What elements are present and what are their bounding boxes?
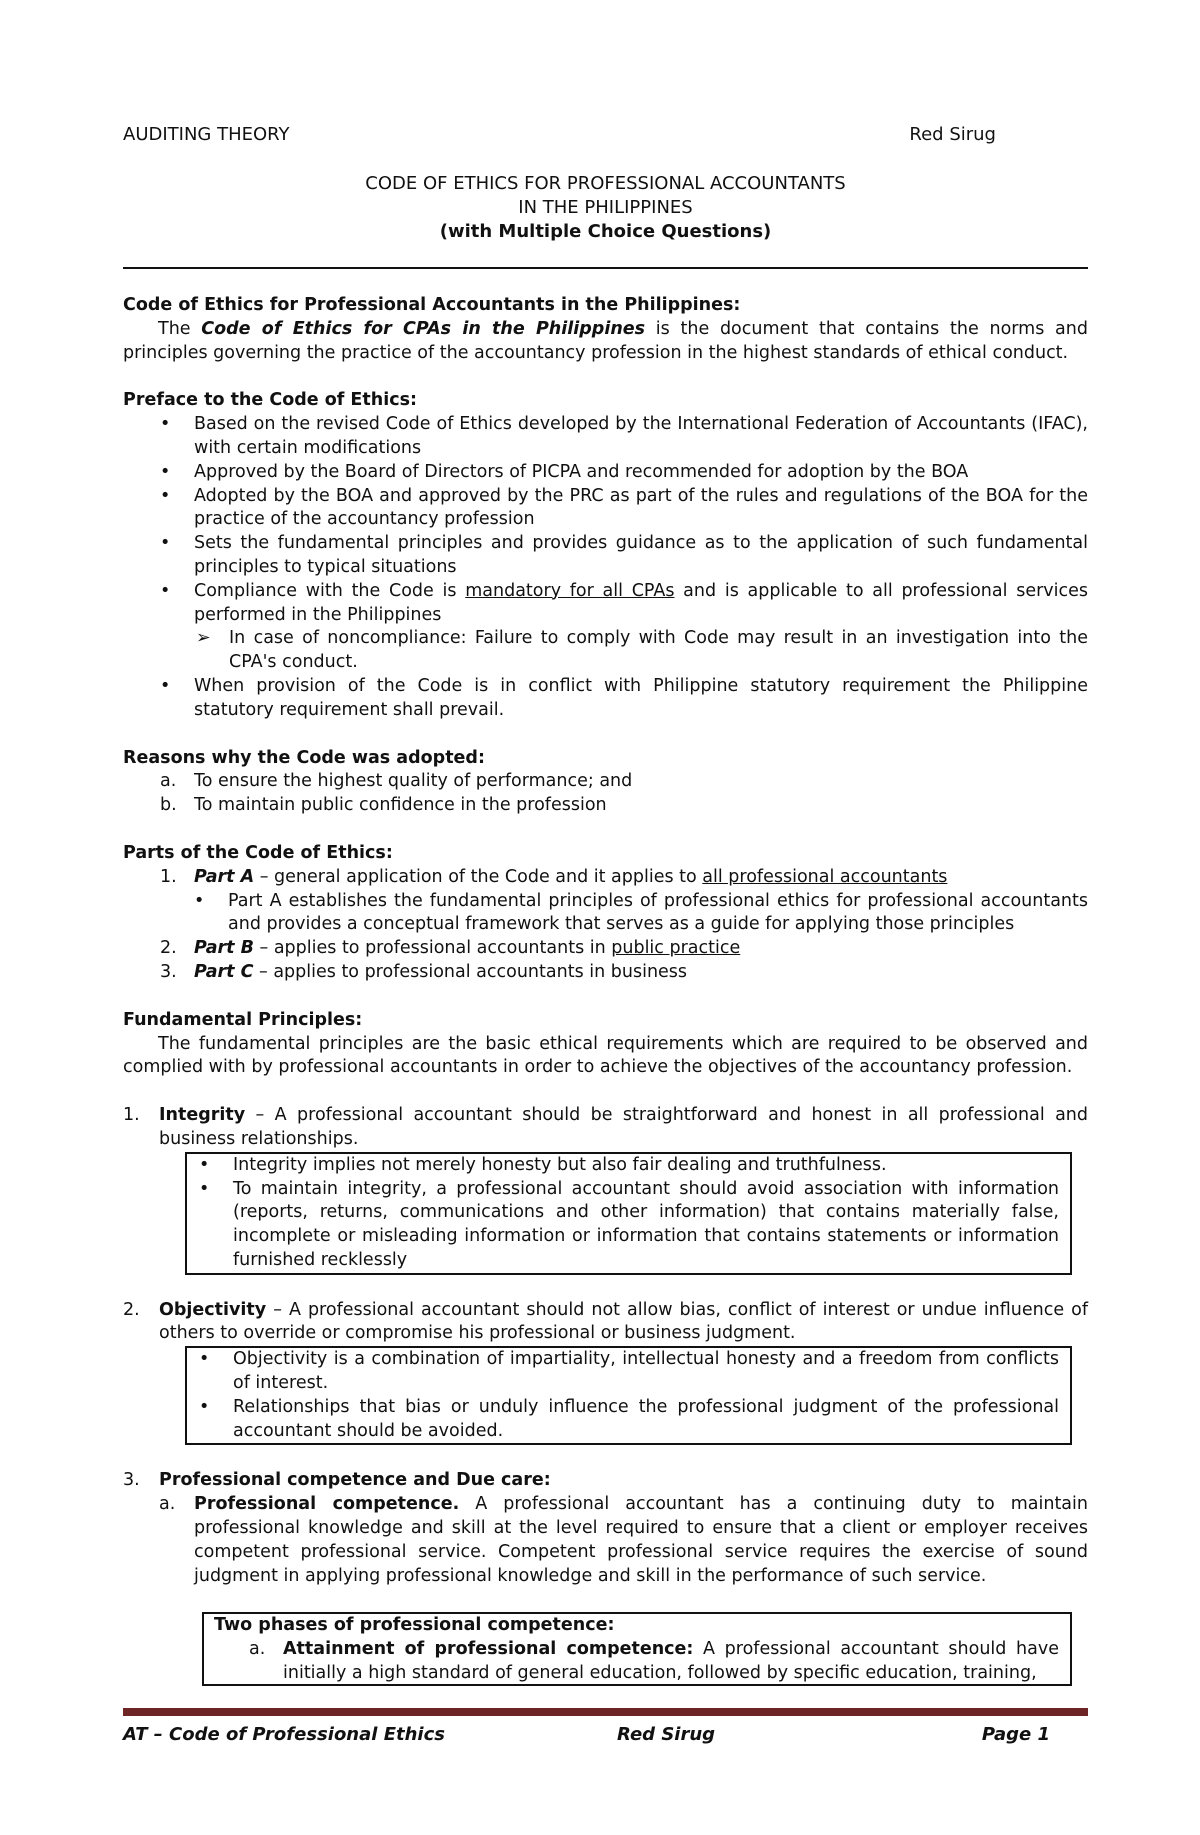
reason-b: To maintain public confidence in the profession xyxy=(194,795,607,816)
list-item: • Relationships that bias or unduly influence the professional judgment of the professional accountant should be avoided. xyxy=(233,1396,1059,1444)
part-a-name: Part A xyxy=(194,866,255,887)
list-item: • Based on the revised Code of Ethics developed by the International Federation of Accountants (IFAC), with certain modifications xyxy=(194,413,1088,461)
header-subject: AUDITING THEORY xyxy=(123,124,290,145)
b5-underline: mandatory for all CPAs xyxy=(465,580,675,601)
phases-heading: Two phases of professional competence: xyxy=(214,1615,615,1636)
list-marker: 1. xyxy=(160,866,177,887)
list-item xyxy=(160,794,1088,818)
integrity-list xyxy=(187,1154,1059,1273)
list-item: • Integrity implies not merely honesty but also fair dealing and truthfulness. xyxy=(233,1154,1059,1178)
list-item: • Sets the fundamental principles and provides guidance as to the application of such fundamental principles to typical situations xyxy=(194,532,1088,580)
b5-sub-text: In case of noncompliance: Failure to comply with Code may result in an investigation into the CPA's conduct. xyxy=(229,628,1088,673)
objectivity-list xyxy=(187,1348,1059,1443)
part-c-name: Part C xyxy=(194,961,254,982)
phase-item-a xyxy=(214,1638,1059,1686)
competence-heading: Professional competence and Due care: xyxy=(159,1470,551,1491)
objectivity-box xyxy=(185,1346,1072,1445)
arrow-bullet-icon: ➢ xyxy=(196,628,211,649)
list-marker: 1. xyxy=(123,1105,140,1126)
section-heading-parts: Parts of the Code of Ethics: xyxy=(123,842,393,863)
section-text-code xyxy=(123,318,1088,366)
principle-competence xyxy=(123,1469,1088,1493)
part-b-text: – applies to professional accountants in xyxy=(253,938,612,959)
objectivity-name: Objectivity xyxy=(159,1299,267,1320)
b5-post: and is applicable to all professional services performed in the Philippines xyxy=(194,580,1088,625)
title-line-1: CODE OF ETHICS FOR PROFESSIONAL ACCOUNTANTS xyxy=(365,173,846,194)
list-item: • Part A establishes the fundamental principles of professional ethics for professional accountants and provides a conceptual framework that serves as a guide for applying those principles xyxy=(228,890,1088,938)
principle-objectivity xyxy=(123,1299,1088,1347)
code-title-emphasis: Code of Ethics for CPAs in the Philippines xyxy=(201,318,646,339)
part-a-underline: all professional accountants xyxy=(702,866,948,887)
header-author: Red Sirug xyxy=(909,124,996,145)
list-marker: 2. xyxy=(123,1299,140,1320)
list-marker: a. xyxy=(249,1639,266,1660)
integrity-text: – A professional accountant should be straightforward and honest in all professional and business relationships. xyxy=(159,1105,1088,1149)
document-title xyxy=(123,172,1088,244)
list-marker: 3. xyxy=(160,961,177,982)
list-item: • Adopted by the BOA and approved by the PRC as part of the rules and regulations of the BOA for the practice of the accountancy profession xyxy=(194,485,1088,533)
footer-left: AT – Code of Professional Ethics xyxy=(123,1724,445,1745)
list-item xyxy=(194,580,1088,675)
title-divider xyxy=(123,267,1088,269)
list-item xyxy=(160,866,1088,937)
section-heading-preface: Preface to the Code of Ethics: xyxy=(123,390,417,411)
b5-pre: Compliance with the Code is xyxy=(194,580,466,601)
competence-item-a xyxy=(123,1493,1088,1588)
code-text-pre: The xyxy=(158,318,202,339)
competence-a-text: A professional accountant has a continuing duty to maintain professional knowledge and skill at the level required to ensure that a client or employer receives competent professional service. Competent professional service requires the exercise of sound judgment in applying professional knowledge and skill in the performance of such service. xyxy=(194,1494,1088,1586)
section-heading-code: Code of Ethics for Professional Accountants in the Philippines: xyxy=(123,295,741,315)
list-item xyxy=(160,937,1088,961)
list-marker: b. xyxy=(160,795,177,816)
reason-a: To ensure the highest quality of performance; and xyxy=(194,771,633,792)
integrity-name: Integrity xyxy=(159,1105,246,1126)
list-marker: a. xyxy=(160,771,177,792)
list-marker: 3. xyxy=(123,1470,140,1491)
document-body xyxy=(123,294,1088,1686)
section-heading-fundamental: Fundamental Principles: xyxy=(123,1009,363,1030)
part-a-sub-list xyxy=(194,890,1088,938)
list-marker: a. xyxy=(159,1494,176,1515)
list-item: • Approved by the Board of Directors of PICPA and recommended for adoption by the BOA xyxy=(194,461,1088,485)
list-item: • Objectivity is a combination of impartiality, intellectual honesty and a freedom from conflicts of interest. xyxy=(233,1348,1059,1396)
principle-integrity xyxy=(123,1104,1088,1152)
title-line-2: IN THE PHILIPPINES xyxy=(518,197,693,218)
integrity-box xyxy=(185,1152,1072,1275)
part-c-text: – applies to professional accountants in business xyxy=(253,961,688,982)
part-a-text: – general application of the Code and it applies to xyxy=(254,866,703,887)
code-text-post: is the document that contains the norms and principles governing the practice of the accountancy profession in the highest standards of ethical conduct. xyxy=(123,318,1088,363)
page-number: Page 1 xyxy=(981,1724,1050,1745)
preface-list xyxy=(123,413,1088,722)
parts-list xyxy=(123,866,1088,985)
title-line-3: (with Multiple Choice Questions) xyxy=(439,221,772,242)
sub-list-item xyxy=(194,627,1088,675)
fundamental-intro: The fundamental principles are the basic ethical requirements which are required to be observed and complied with by professional accountants in order to achieve the objectives of the accountancy profession. xyxy=(123,1033,1088,1078)
part-b-underline: public practice xyxy=(611,938,741,959)
footer-center: Red Sirug xyxy=(617,1724,716,1745)
objectivity-text: – A professional accountant should not allow bias, conflict of interest or undue influence of others to override or compromise his professional or business judgment. xyxy=(159,1299,1088,1344)
competence-a-name: Professional competence. xyxy=(194,1494,460,1515)
part-b-name: Part B xyxy=(194,938,254,959)
phase-a-name: Attainment of professional competence: xyxy=(283,1639,694,1660)
list-item: • To maintain integrity, a professional accountant should avoid association with information (reports, returns, communications and other information) that contains materially false, incomplete or misleading information or information that contains statements or information furnished recklessly xyxy=(233,1178,1059,1273)
phases-box xyxy=(202,1612,1072,1686)
section-heading-reasons: Reasons why the Code was adopted: xyxy=(123,747,485,768)
reasons-list xyxy=(123,770,1088,818)
list-marker: 2. xyxy=(160,938,177,959)
list-item xyxy=(160,770,1088,794)
phase-a-text: A professional accountant should have initially a high standard of general education, followed by specific education, training, xyxy=(283,1639,1059,1684)
list-item xyxy=(160,961,1088,985)
list-item: • When provision of the Code is in conflict with Philippine statutory requirement the Philippine statutory requirement shall prevail. xyxy=(194,675,1088,723)
footer-divider xyxy=(123,1708,1088,1716)
